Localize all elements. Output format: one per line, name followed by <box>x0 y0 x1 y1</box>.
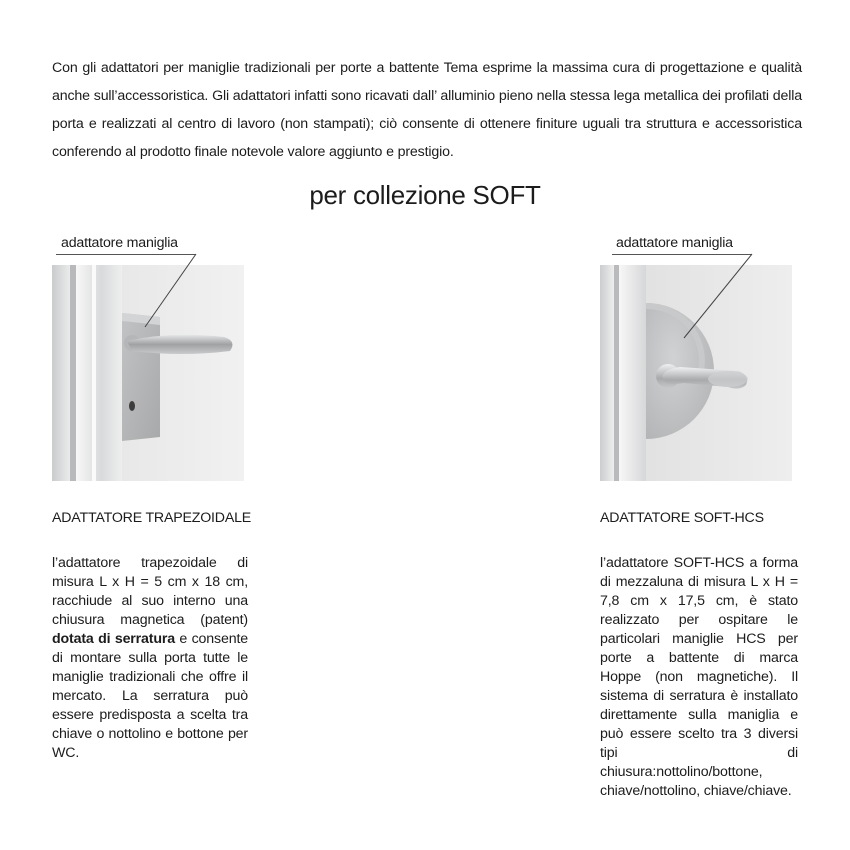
bold-highlight: dotata di serratura <box>52 631 175 648</box>
trapezoidal-adapter-photo <box>52 265 244 481</box>
product-title-soft-hcs: ADATTATORE SOFT-HCS <box>600 510 764 526</box>
product-title-trapezoidal: ADATTATORE TRAPEZOIDALE <box>52 510 252 526</box>
product-description-soft-hcs: l’adattatore SOFT-HCS a forma di mezzaluna di misura L x H = 7,8 cm x 17,5 cm, è stato realizzato per ospitare le particolari maniglie HCS per porte a battente di marca Hoppe (non magnetiche). Il sistema di serratura è installato direttamente sulla maniglia e può essere scelto tra 3 diversi tipi di chiusura:nottolino/bottone, chiave/nottolino, chiave/chiave. <box>600 555 798 800</box>
callout-underline-right <box>612 254 752 255</box>
callout-underline-left <box>56 254 196 255</box>
section-title: per collezione SOFT <box>309 180 541 210</box>
callout-label-left: adattatore maniglia <box>61 235 178 251</box>
product-description-trapezoidal: l’adattatore trapezoidale di misura L x H = 5 cm x 18 cm, racchiude al suo interno una chiusura magnetica (patent) dotata di serratura e consente di montare sulla porta tutte le maniglie tradizionali che offre il mercato. La serratura può essere predisposta a scelta tra chiave o nottolino e bottone per WC. <box>52 555 248 762</box>
intro-paragraph: Con gli adattatori per maniglie tradizionali per porte a battente Tema esprime la massima cura di progettazione e qualità anche sull’accessoristica. Gli adattatori infatti sono ricavati dall’ alluminio pieno nella stessa lega metallica dei profilati della porta e realizzati al centro di lavoro (non stampati); ciò consente di ottenere finiture uguali tra struttura e accessoristica conferendo al prodotto finale notevole valore aggiunto e prestigio. <box>52 60 802 161</box>
soft-hcs-adapter-photo <box>600 265 792 481</box>
callout-label-right: adattatore maniglia <box>616 235 733 251</box>
